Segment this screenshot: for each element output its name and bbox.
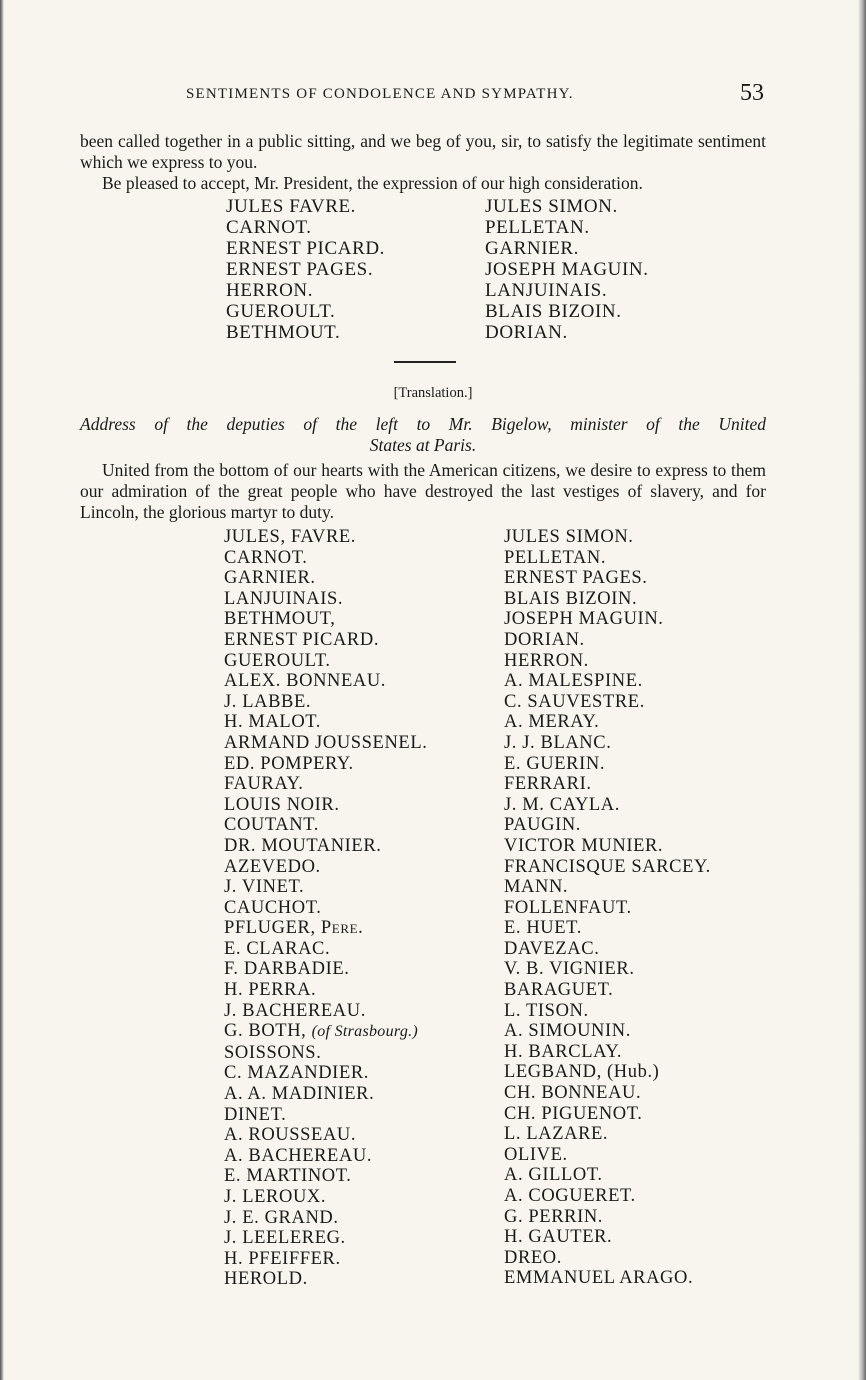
signature: J. BACHEREAU. xyxy=(224,1000,366,1021)
signature: H. MALOT. xyxy=(224,712,322,733)
running-title: SENTIMENTS OF CONDOLENCE AND SYMPATHY. xyxy=(186,86,574,102)
running-head xyxy=(0,80,866,108)
signature: DR. MOUTANIER. xyxy=(224,835,382,856)
signature: A. COGUERET. xyxy=(504,1186,636,1206)
page-edge-left xyxy=(0,0,4,1380)
signature: J. VINET. xyxy=(224,877,305,898)
signature: PFLUGER, Pere. xyxy=(224,918,364,939)
signature: A. SIMOUNIN. xyxy=(504,1021,631,1042)
signature: JULES, FAVRE. xyxy=(224,527,357,547)
signature: BETHMOUT, xyxy=(224,609,336,630)
signature: A. ROUSSEAU. xyxy=(224,1125,357,1146)
signature: VICTOR MUNIER. xyxy=(504,835,664,856)
signature: FOLLENFAUT. xyxy=(504,897,632,918)
signature: DINET. xyxy=(224,1104,287,1125)
signature: A. GILLOT. xyxy=(504,1165,603,1186)
signature: E. GUERIN. xyxy=(504,753,606,774)
signature: EMMANUEL ARAGO. xyxy=(504,1268,694,1289)
signature: DORIAN. xyxy=(504,629,585,650)
signature: E. CLARAC. xyxy=(224,938,331,959)
signature: A. BACHEREAU. xyxy=(224,1145,373,1166)
signature: CARNOT. xyxy=(226,217,312,238)
signature: A. A. MADINIER. xyxy=(224,1084,375,1105)
signature: ERNEST PICARD. xyxy=(226,238,386,259)
signature: COUTANT. xyxy=(224,815,319,836)
signature: G. PERRIN. xyxy=(504,1206,604,1227)
signature: JULES SIMON. xyxy=(504,527,634,547)
signature: PELLETAN. xyxy=(504,547,607,568)
letter-signatures-right xyxy=(485,196,649,343)
signature: HEROLD. xyxy=(224,1269,308,1290)
signature: G. BOTH, (of Strasbourg.) xyxy=(224,1021,419,1042)
signature: J. LEELEREG. xyxy=(224,1228,346,1249)
signature: HERRON. xyxy=(504,650,589,671)
signature: C. SAUVESTRE. xyxy=(504,691,645,712)
signature: FRANCISQUE SARCEY. xyxy=(504,856,711,877)
signature: L. LAZARE. xyxy=(504,1124,609,1145)
signature: H. BARCLAY. xyxy=(504,1041,623,1062)
signature: PELLETAN. xyxy=(485,217,590,238)
signature-note: (of Strasbourg.) xyxy=(311,1023,419,1041)
signature: OLIVE. xyxy=(504,1144,568,1165)
signature: J. M. CAYLA. xyxy=(504,794,620,815)
signature: E. HUET. xyxy=(504,918,582,939)
signature: CH. BONNEAU. xyxy=(504,1083,642,1104)
signature: ED. POMPERY. xyxy=(224,753,354,774)
signature: DAVEZAC. xyxy=(504,938,600,959)
signature: V. B. VIGNIER. xyxy=(504,959,635,980)
signature: BARAGUET. xyxy=(504,980,614,1001)
signature: LANJUINAIS. xyxy=(485,280,608,301)
translation-note: [Translation.] xyxy=(393,385,473,401)
address-heading xyxy=(80,414,766,456)
signature: GUEROULT. xyxy=(226,301,336,322)
signature: F. DARBADIE. xyxy=(224,959,350,980)
signature: E. MARTINOT. xyxy=(224,1166,352,1187)
signature: ERNEST PAGES. xyxy=(504,568,648,589)
signature: JULES SIMON. xyxy=(485,196,618,217)
signature: CARNOT. xyxy=(224,547,308,568)
signature: J. LEROUX. xyxy=(224,1187,327,1207)
signature: A. MERAY. xyxy=(504,712,600,733)
signature: JULES FAVRE. xyxy=(226,196,357,217)
signature: J. J. BLANC. xyxy=(504,732,612,753)
page-edge-right xyxy=(858,0,866,1380)
signature: GUEROULT. xyxy=(224,650,331,671)
signature: MANN. xyxy=(504,877,569,898)
signature: J. LABBE. xyxy=(224,691,312,712)
signature: H. PERRA. xyxy=(224,980,317,1001)
signature: BETHMOUT. xyxy=(226,322,341,343)
signature: LEGBAND, (Hub.) xyxy=(504,1062,660,1083)
signature: GARNIER. xyxy=(224,568,316,589)
address-heading-line-2: States at Paris. xyxy=(369,435,477,455)
signature: SOISSONS. xyxy=(224,1042,322,1063)
signature: LANJUINAIS. xyxy=(224,588,344,609)
signature: JOSEPH MAGUIN. xyxy=(504,609,664,630)
signature: H. GAUTER. xyxy=(504,1227,613,1248)
signature: DORIAN. xyxy=(485,322,568,343)
signature: H. PFEIFFER. xyxy=(224,1248,341,1269)
signature-title: Pere. xyxy=(320,918,364,939)
letter-signatures-left xyxy=(226,196,385,343)
signature: CAUCHOT. xyxy=(224,897,322,918)
signature: J. E. GRAND. xyxy=(224,1207,339,1228)
signature: HERRON. xyxy=(226,280,314,301)
letter-closing-paragraph: Be pleased to accept, Mr. President, the expression of our high consideration. xyxy=(102,173,643,193)
signature: ERNEST PICARD. xyxy=(224,629,380,650)
signature: ARMAND JOUSSENEL. xyxy=(224,732,428,753)
address-signatures-left xyxy=(224,527,427,1290)
signature: FERRARI. xyxy=(504,774,592,795)
signature: CH. PIGUENOT. xyxy=(504,1103,643,1124)
address-heading-line-1: Address of the deputies of the left to Mr. Bigelow, minister of the United xyxy=(80,414,766,434)
signature: A. MALESPINE. xyxy=(504,671,643,692)
signature: C. MAZANDIER. xyxy=(224,1063,370,1084)
signature: BLAIS BIZOIN. xyxy=(485,301,622,322)
letter-paragraph-1: been called together in a public sitting, and we beg of you, sir, to satisfy the legitimate sentiment which we express to you. xyxy=(80,131,766,172)
signature: DREO. xyxy=(504,1247,562,1268)
signature: FAURAY. xyxy=(224,774,304,795)
address-paragraph: United from the bottom of our hearts with the American citizens, we desire to express to them our admiration of the great people who have destroyed the last vestiges of slavery, and for Lincoln, the glorious martyr to duty. xyxy=(80,460,766,522)
page-number: 53 xyxy=(740,80,764,106)
signature: L. TISON. xyxy=(504,1000,589,1021)
signature: ALEX. BONNEAU. xyxy=(224,671,387,692)
signature: LOUIS NOIR. xyxy=(224,794,340,815)
address-signatures-right xyxy=(504,527,711,1289)
signature: PAUGIN. xyxy=(504,815,582,836)
section-divider xyxy=(394,361,456,363)
signature: JOSEPH MAGUIN. xyxy=(485,259,649,280)
signature: AZEVEDO. xyxy=(224,856,321,877)
signature: GARNIER. xyxy=(485,238,579,259)
signature: BLAIS BIZOIN. xyxy=(504,588,638,609)
signature: ERNEST PAGES. xyxy=(226,259,374,280)
